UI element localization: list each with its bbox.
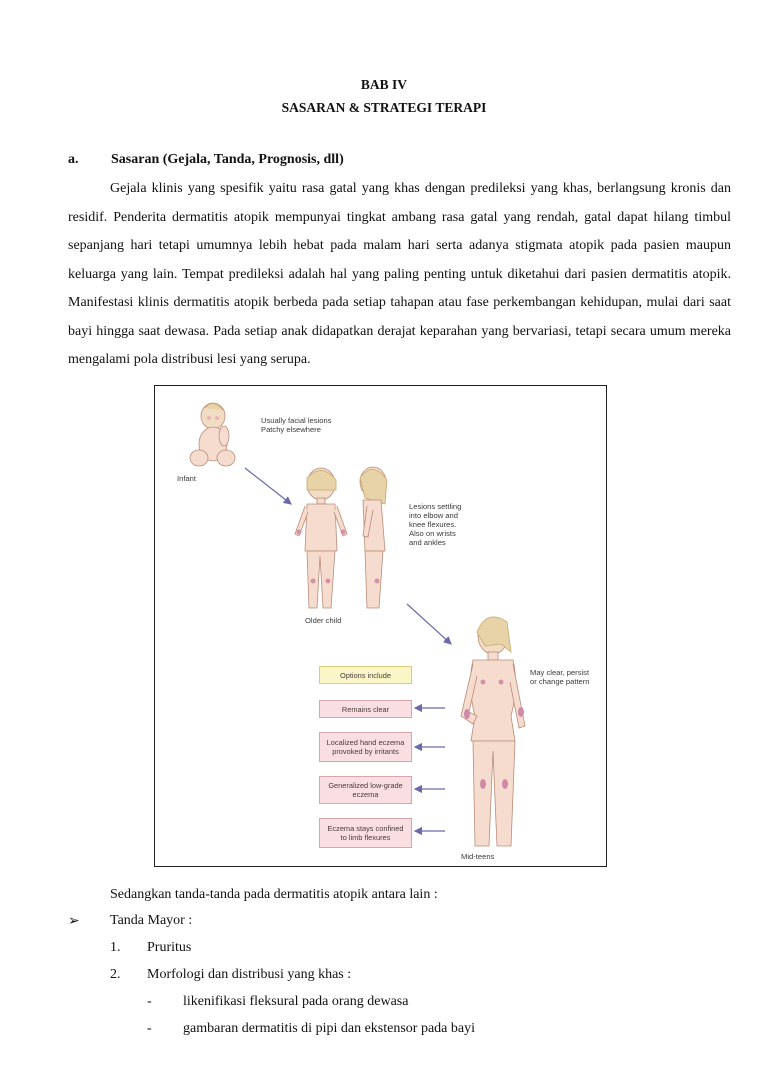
major-signs-title: Tanda Mayor : [110, 913, 193, 928]
older-child-note: Lesions settling into elbow and knee flexures. Also on wrists and ankles [409, 502, 462, 547]
generalized-eczema-box: Generalized low-grade eczema [319, 776, 412, 804]
infant-note: Usually facial lesions Patchy elsewhere [261, 416, 332, 434]
sub-list-dash: - [147, 994, 152, 1009]
localized-hand-eczema-box: Localized hand eczema provoked by irritants [319, 732, 412, 762]
options-include-box: Options include [319, 666, 412, 684]
list-number: 1. [110, 940, 121, 955]
chapter-title: SASARAN & STRATEGI TERAPI [281, 100, 487, 115]
older-child-label: Older child [305, 616, 342, 625]
list-item: Morfologi dan distribusi yang khas : [147, 967, 352, 982]
section-label: a. [68, 152, 79, 167]
bullet-arrow-icon: ➢ [68, 914, 80, 929]
chapter-heading: BAB IV [360, 77, 408, 92]
older-child-front-figure [295, 468, 347, 608]
list-item: Pruritus [147, 940, 192, 955]
sub-list-item: likenifikasi fleksural pada orang dewasa [183, 994, 409, 1009]
sub-list-dash: - [147, 1021, 152, 1036]
eczema-confined-box: Eczema stays confined to limb flexures [319, 818, 412, 848]
intro-line: Sedangkan tanda-tanda pada dermatitis atopik antara lain : [110, 887, 438, 902]
older-child-side-figure [360, 467, 387, 608]
mid-teen-figure [461, 617, 525, 846]
mid-teen-note: May clear, persist or change pattern [530, 668, 590, 686]
figure-atopic-dermatitis-stages [154, 385, 607, 867]
infant-figure [190, 403, 235, 466]
body-paragraph: Gejala klinis yang spesifik yaitu rasa gatal yang khas dengan predileksi yang khas, berlangsung kronis dan residif. Penderita dermatitis atopik mempunyai tingkat ambang rasa gatal yang rendah, gatal dapat hilang timbul sepanjang hari tetapi umumnya lebih hebat pada malam hari serta adanya stigmata atopik pada pasien maupun keluarga yang lain. Tempat predileksi adalah hal yang paling penting untuk diketahui dari pasien dermatitis atopik. Manifestasi klinis dermatitis atopik berbeda pada setiap tahapan atau fase perkembangan kehidupan, mulai dari saat bayi hingga saat dewasa. Pada setiap anak didapatkan derajat keparahan yang bervariasi, tetapi secara umum mereka mengalami pola distribusi lesi yang serupa. [68, 181, 731, 367]
sub-list-item: gambaran dermatitis di pipi dan ekstensor pada bayi [183, 1021, 475, 1036]
infant-label: Infant [177, 474, 196, 483]
section-title: Sasaran (Gejala, Tanda, Prognosis, dll) [111, 152, 344, 167]
list-number: 2. [110, 967, 121, 982]
remains-clear-box: Remains clear [319, 700, 412, 718]
section-heading [68, 152, 344, 168]
mid-teen-label: Mid-teens [461, 852, 495, 861]
